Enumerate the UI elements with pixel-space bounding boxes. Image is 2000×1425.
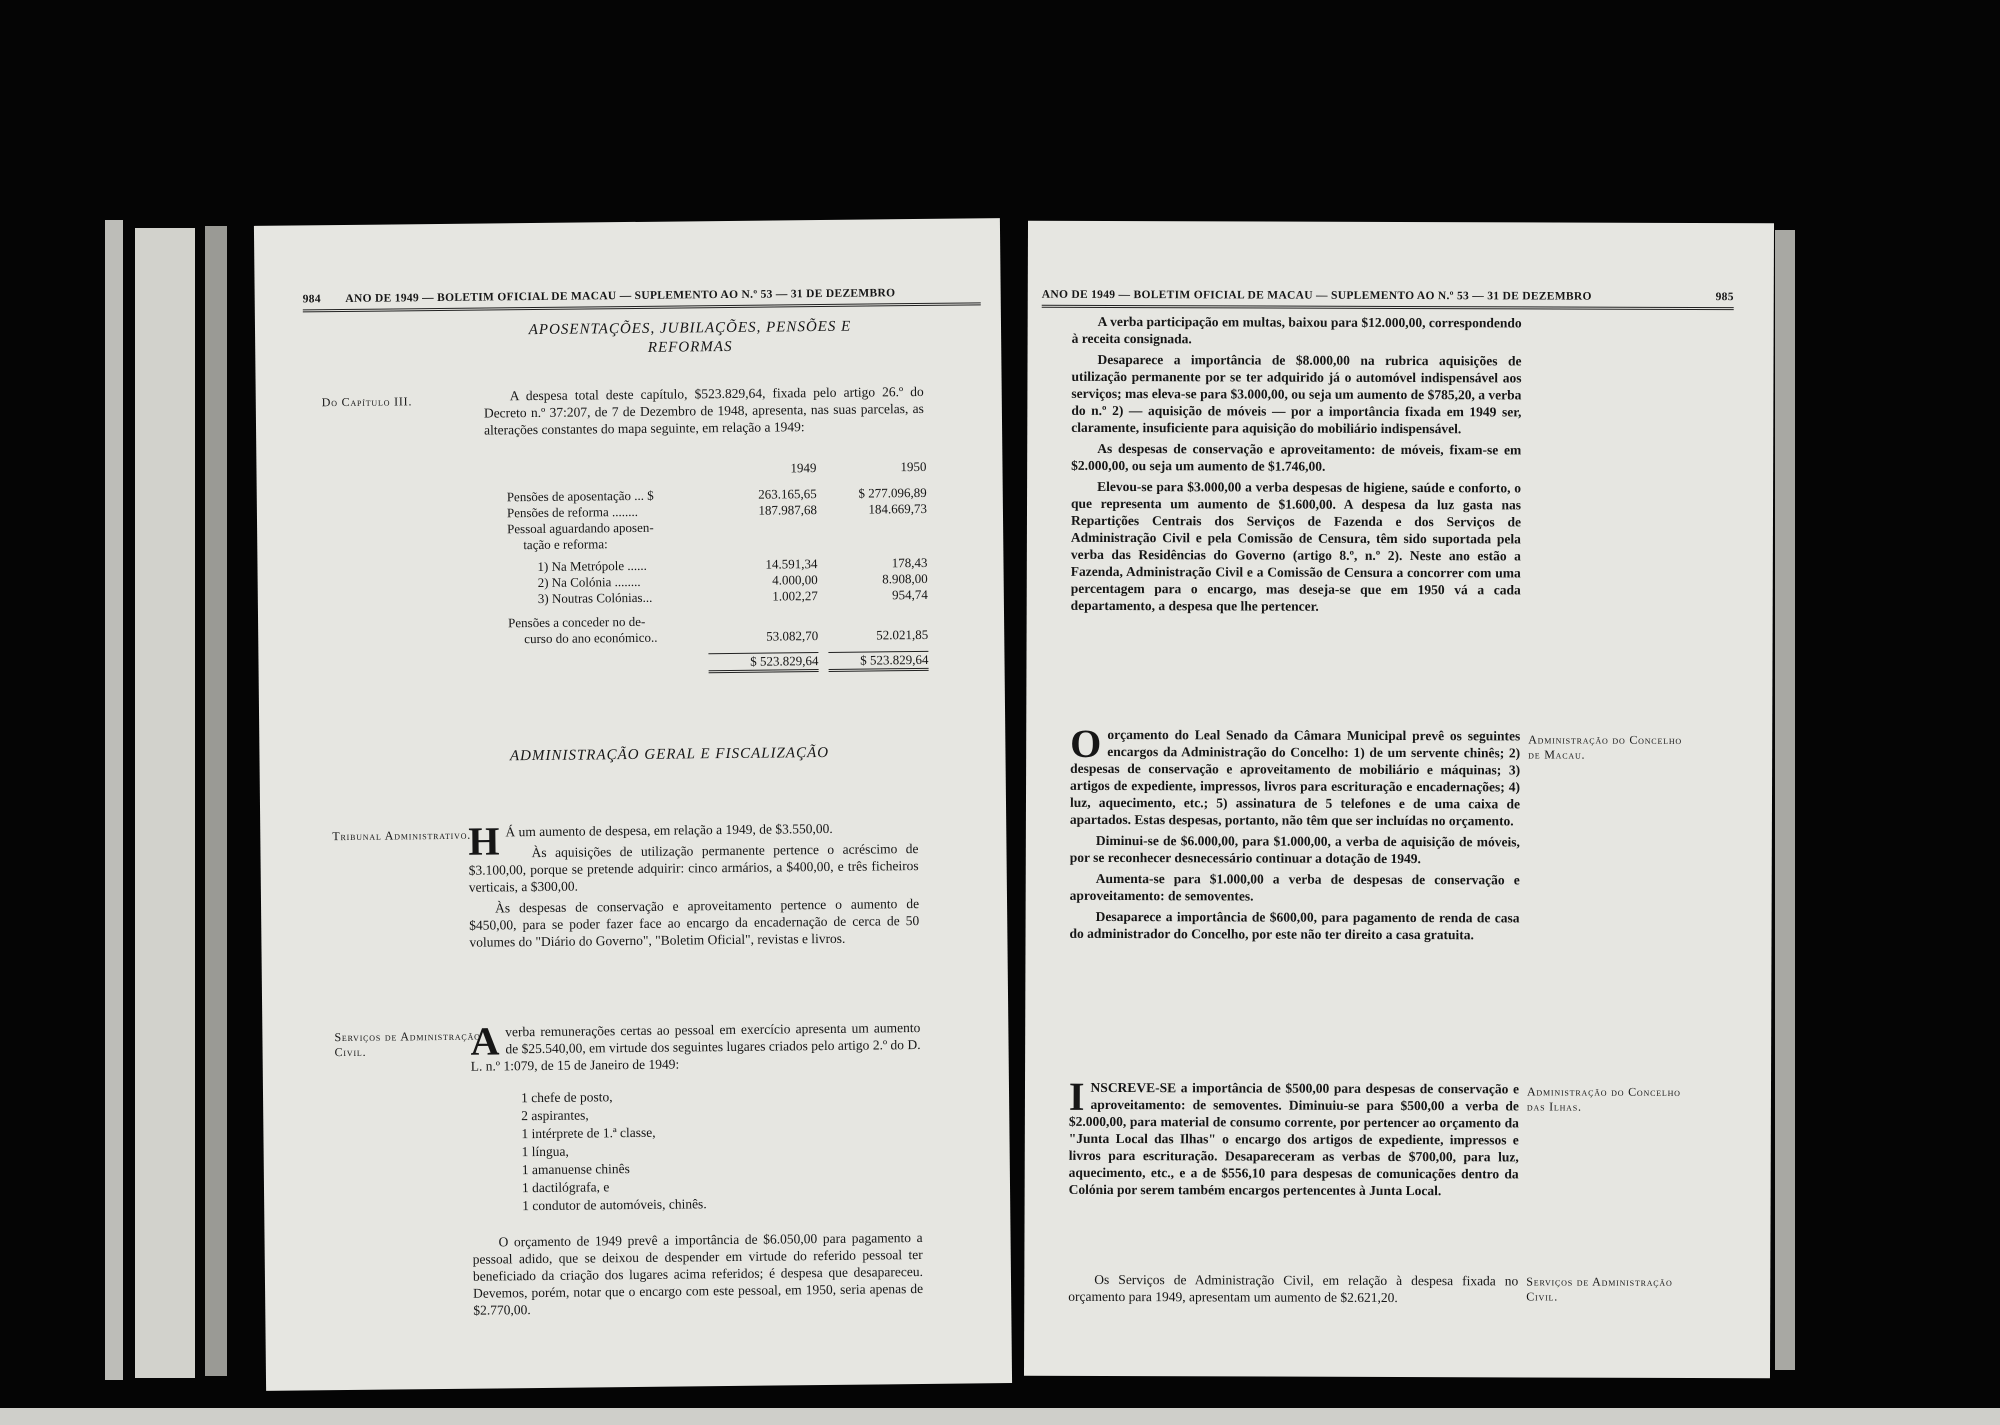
ilhas-first-paragraph: I NSCREVE-SE a importância de $500,00 para despesas de conservação e aproveitamento: de semoventes. Diminuiu-se para $500,00 a verba de $2.000,00, para material de consumo corrente, por pertencer ao orçamento da "Junta Local das Ilhas" o encargo dos artigos de expediente, impressos e livros para escrituração. Desapareceram as verbas de $700,00, para luz, aquecimento, etc., e a de $556,10 para despesas de comunicações dentro da Colónia por serem também encargos pertencentes à Junta Local.	[1068, 1073, 1520, 1199]
right-paragraph-2: Desaparece a importância de $8.000,00 na rubrica aquisições de utilização permanente por se ter adquirido já o automóvel indispensável aos serviços; mas eleva-se para $3.000,00, ou seja um aumento de $785,20, a verba do n.º 2) — aquisição de móveis — por a importância fixada em 1949 ser, claramente, insuficiente para aquisição do mobiliário indispensável.	[1071, 351, 1522, 437]
table-row: 1) Na Metrópole ...... 14.591,34 178,43	[537, 554, 928, 574]
right-page-header	[1042, 289, 1734, 310]
col-header-1950: 1950	[900, 458, 927, 475]
left-header-text: ANO DE 1949 — BOLETIM OFICIAL DE MACAU — SUPLEMENTO AO N.º 53 — 31 DE DEZEMBRO	[345, 287, 896, 305]
total-1950: $ 523.829,64	[828, 651, 928, 672]
table-row: Pensões a conceder no de-	[508, 613, 646, 631]
book-edge-left	[105, 220, 123, 1380]
table-row: tação e reforma:	[523, 536, 608, 553]
book-edge-left-2	[135, 228, 195, 1378]
dropcap-i: I	[1068, 1073, 1085, 1119]
list-item: 1 condutor de automóveis, chinês.	[522, 1196, 707, 1214]
tribunal-paragraph-2: Às aquisições de utilização permanente pertence o acréscimo de $3.100,00, porque se pretende adquirir: cinco armários, a $400,00, e três ficheiros verticais, a $300,00.	[468, 841, 919, 895]
civil-label: Serviços de Administração Civil.	[1526, 1274, 1673, 1304]
tribunal-first-paragraph: H Á um aumento de despesa, em relação a 1949, de $3.550,00.	[468, 818, 833, 864]
servicos-first-paragraph: A verba remunerações certas ao pessoal em exercício apresenta um aumento de $25.540,00, em virtude dos seguintes lugares criados pelo artigo 2.º do D. L. n.º 1:079, de 15 de Janeiro de 1949:	[470, 1018, 921, 1074]
dropcap-o: O	[1070, 720, 1102, 766]
left-page-header	[303, 286, 981, 312]
col-header-1949: 1949	[790, 460, 817, 476]
macau-paragraph-2: Diminui-se de $6.000,00, para $1.000,00, a verba de aquisição de móveis, por se reconhecer desnecessário continuar a dotação de 1949.	[1069, 832, 1520, 867]
servicos-paragraph-2-block	[472, 1229, 923, 1323]
right-page-number: 985	[1715, 291, 1734, 304]
lugares-list	[521, 1087, 707, 1215]
chapter-label: Do Capítulo III.	[321, 394, 413, 410]
tribunal-paragraph-3: Às despesas de conservação e aproveitamento pertence o aumento de $450,00, para se poder fazer face ao encargo da encadernação de cerca de 50 volumes do "Diário do Governo", "Boletim Oficial", revistas e livros.	[469, 896, 920, 950]
right-page	[1024, 221, 1774, 1379]
list-item: 1 amanuense chinês	[521, 1161, 630, 1178]
total-1949: $ 523.829,64	[708, 652, 818, 673]
section-title-aposentacoes: APOSENTAÇÕES, JUBILAÇÕES, PENSÕES E REFORMAS	[528, 318, 852, 356]
table-row: Pensões de reforma ........ 187.987,68 184.669,73	[506, 500, 927, 521]
table-row: 2) Na Colónia ........ 4.000,00 8.908,00	[537, 570, 928, 590]
tribunal-section	[468, 819, 919, 955]
intro-paragraph	[484, 383, 925, 443]
macau-paragraph-3: Aumenta-se para $1.000,00 a verba de despesas de conservação e aproveitamento: de semoventes.	[1069, 870, 1520, 904]
list-item: 1 dactilógrafa, e	[521, 1179, 610, 1196]
civil-paragraph: Os Serviços de Administração Civil, em relação à despesa fixada no orçamento para 1949, apresentam um aumento de $2.621,20.	[1068, 1271, 1519, 1305]
right-top-paragraphs	[1071, 313, 1522, 620]
servicos-label: Serviços de Administração Civil.	[334, 1028, 481, 1060]
list-item: 2 aspirantes,	[521, 1107, 589, 1124]
dropcap-a: A	[470, 1018, 500, 1064]
left-page	[254, 218, 1012, 1391]
right-paragraph-1: A verba participação em multas, baixou para $12.000,00, correspondendo à receita consignada.	[1071, 313, 1522, 347]
right-paragraph-3: As despesas de conservação e aproveitamento: de móveis, fixam-se em $2.000,00, ou seja um aumento de $1.746,00.	[1071, 440, 1522, 474]
list-item: 1 língua,	[521, 1143, 569, 1160]
left-page-number: 984	[302, 293, 321, 306]
table-row: Pessoal aguardando aposen-	[507, 519, 654, 537]
macau-first-paragraph: O orçamento do Leal Senado da Câmara Municipal prevê os seguintes encargos da Administração do Concelho: 1) de um servente chinês; 2) despesas de conservação e aproveitamento de mobiliário e máquinas; 3) artigos de expediente, impressos, livros para escrituração e encadernações; 4) luz, aquecimento, etc.; 5) assinatura de 5 telefones e de uma caixa de apartados. Estas despesas, portanto, não têm que ser incluídas no orçamento.	[1069, 720, 1521, 829]
servicos-section	[470, 1019, 921, 1079]
list-item: 1 chefe de posto,	[520, 1089, 613, 1106]
pensoes-table	[506, 459, 938, 675]
table-total-row	[508, 651, 938, 676]
servicos-paragraph-2: O orçamento de 1949 prevê a importância de $6.050,00 para pagamento a pessoal adido, que se deixou de despender em virtude do referido pessoal ter beneficiado da criação dos lugares acima referidos; é despesa que desapareceu. Devemos, porém, notar que o encargo com este pessoal, em 1950, seria apenas de $2.770,00.	[472, 1229, 924, 1318]
table-row: Pensões de aposentação ... $ 263.165,65 $ 277.096,89	[506, 484, 927, 505]
scanner-ruler	[0, 1408, 2000, 1425]
ilhas-label: Administração do Concelho das Ilhas.	[1526, 1084, 1681, 1114]
dropcap-h: H	[468, 818, 500, 864]
section-title-administracao: ADMINISTRAÇÃO GERAL E FISCALIZAÇÃO	[509, 744, 830, 765]
macau-section	[1069, 720, 1521, 948]
macau-paragraph-4: Desaparece a importância de $600,00, para pagamento de renda de casa do administrador do Concelho, por este não ter direito a casa gratuita.	[1069, 908, 1520, 943]
table-row: curso do ano económico.. 53.082,70 52.021,85	[524, 626, 929, 647]
right-paragraph-4: Elevou-se para $3.000,00 a verba despesas de higiene, saúde e conforto, o que representa um aumento de $1.600,00. A despesa da luz gasta nas Repartições Centrais dos Serviços de Fazenda e dos Serviços de Administração Civil e pela Comissão de Censura, têm sido suportada pela verba das Residências do Governo (artigo 8.º, n.º 2). Neste ano estão a Fazenda, Administração Civil e a Comissão de Censura a concorrer com uma percentagem para o encargo, mas deseja-se que em 1950 vá a cada departamento, a despesa que lhe pertencer.	[1070, 478, 1522, 614]
civil-section	[1068, 1271, 1518, 1311]
table-row: 3) Noutras Colónias... 1.002,27 954,74	[537, 586, 928, 606]
macau-label: Administração do Concelho de Macau.	[1528, 732, 1683, 762]
ilhas-section	[1068, 1073, 1520, 1204]
tribunal-label: Tribunal Administrativo.	[332, 827, 472, 844]
book-edge-left-3	[205, 226, 227, 1376]
intro-text: A despesa total deste capítulo, $523.829,64, fixada pelo artigo 26.º do Decreto n.º 37:207, de 7 de Dezembro de 1948, apresenta, nas suas parcelas, as alterações constantes do mapa seguinte, em relação a 1949:	[483, 383, 924, 438]
right-header-text: ANO DE 1949 — BOLETIM OFICIAL DE MACAU — SUPLEMENTO AO N.º 53 — 31 DE DEZEMBRO	[1041, 288, 1592, 303]
list-item: 1 intérprete de 1.ª classe,	[521, 1124, 656, 1142]
book-edge-right	[1775, 230, 1795, 1370]
